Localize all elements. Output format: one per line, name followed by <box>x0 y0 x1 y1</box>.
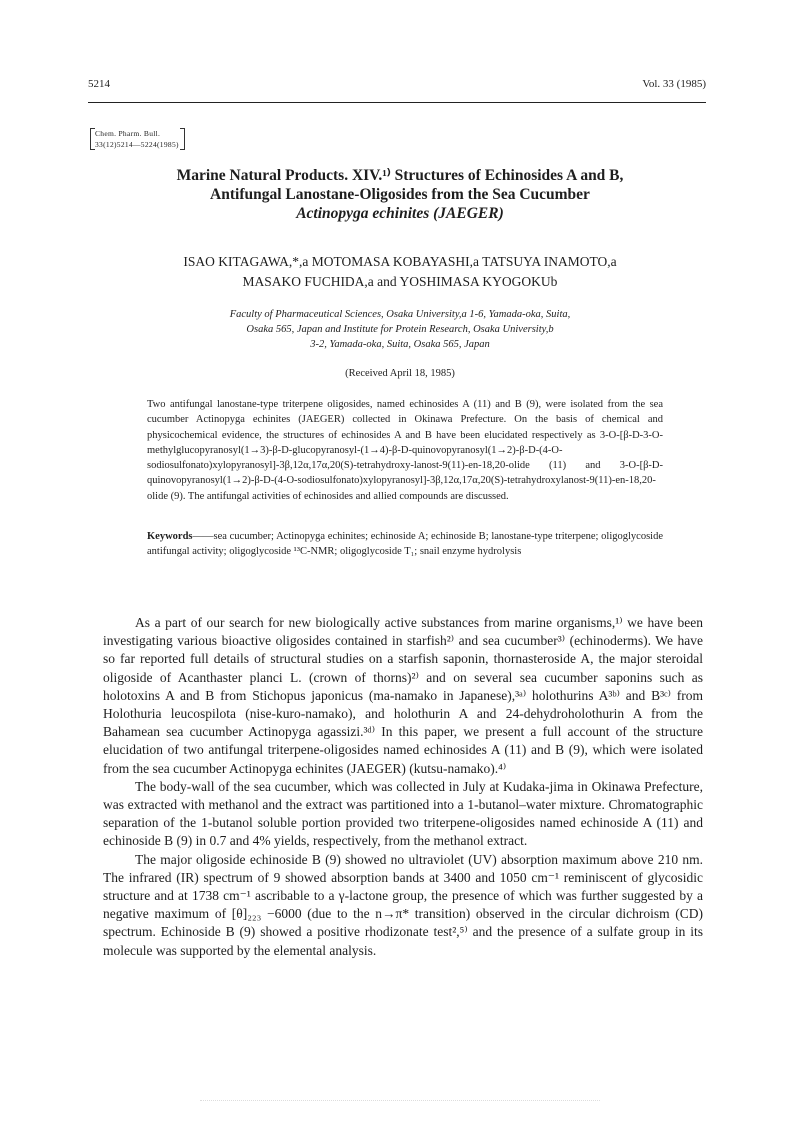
keywords <box>147 529 663 560</box>
journal-pages: 33(12)5214—5224(1985) <box>95 140 179 149</box>
header-rule <box>88 102 706 103</box>
article-title <box>100 166 700 223</box>
page-number: 5214 <box>88 78 110 90</box>
keywords-text: ——sea cucumber; Actinopyga echinites; echinoside A; echinoside B; lanostane-type triterpene; oligoglycoside antifungal activity; oligoglycoside ¹³C-NMR; oligoglycoside T₁; snail enzyme hydrolysis <box>147 531 663 558</box>
journal-reference <box>90 128 185 150</box>
affiliation-line-3: 3-2, Yamada-oka, Suita, Osaka 565, Japan <box>310 339 490 350</box>
keywords-label: Keywords <box>147 531 193 542</box>
body-paragraph-3: The major oligoside echinoside B (9) showed no ultraviolet (UV) absorption maximum above 210 nm. The infrared (IR) spectrum of 9 showed absorption bands at 3400 and 1050 cm⁻¹ reminiscent of glycosidic structure and at 1738 cm⁻¹ ascribable to a γ-lactone group, the presence of which was further suggested by a negative maximum of [θ]₂₂₃ −6000 (due to the n→π* transition) observed in the circular dichroism (CD) spectrum. Echinoside B (9) showed a positive rhodizonate test²,⁵⁾ and the presence of a sulfate group in its molecule was supported by the elemental analysis. <box>103 851 703 958</box>
affiliation-line-2: Osaka 565, Japan and Institute for Protein Research, Osaka University,b <box>246 324 554 335</box>
body-text <box>103 614 703 960</box>
journal-name: Chem. Pharm. Bull. <box>95 129 161 138</box>
volume-label: Vol. 33 (1985) <box>642 78 706 90</box>
running-head <box>88 78 706 90</box>
affiliation-line-1: Faculty of Pharmaceutical Sciences, Osaka University,a 1-6, Yamada-oka, Suita, <box>229 309 571 320</box>
received-date: (Received April 18, 1985) <box>345 368 455 379</box>
title-line-3: Actinopyga echinites (JAEGER) <box>296 205 504 222</box>
page-bottom-rule <box>200 1100 600 1101</box>
title-line-2: Antifungal Lanostane-Oligosides from the Sea Cucumber <box>210 186 590 203</box>
abstract: Two antifungal lanostane-type triterpene oligosides, named echinosides A (11) and B (9), were isolated from the sea cucumber Actinopyga echinites (JAEGER) collected in Okinawa Prefecture. On the basis of chemical and physicochemical evidence, the structures of echinosides A and B have been elucidated respectively as 3-O-[β-D-3-O-methylglucopyranosyl(1→3)-β-D-glucopyranosyl-(1→4)-β-D-quinovopyranosyl(1→2)-β-D-(4-O-sodiosulfonato)xylopyranosyl]-3β,12α,17α,20(S)-tetrahydroxy-lanost-9(11)-en-18,20-olide (11) and 3-O-[β-D-quinovopyranosyl(1→2)-β-D-(4-O-sodiosulfonato)xylopyranosyl]-3β,12α,17α,20(S)-tetrahydroxylanost-9(11)-en-18,20-olide (9). The antifungal activities of echinosides and allied compounds are discussed. <box>147 399 663 502</box>
authors-line-1: ISAO KITAGAWA,*,a MOTOMASA KOBAYASHI,a TATSUYA INAMOTO,a <box>183 254 617 269</box>
body-paragraph-2: The body-wall of the sea cucumber, which was collected in July at Kudaka-jima in Okinawa Prefecture, was extracted with methanol and the extract was partitioned into a 1-butanol–water mixture. Chromatographic separation of the 1-butanol soluble portion provided two triterpene-oligosides named echinoside A (11) and echinoside B (9) in 0.7 and 4% yields, respectively, from the methanol extract. <box>103 778 703 849</box>
title-line-1: Marine Natural Products. XIV.¹⁾ Structures of Echinosides A and B, <box>176 167 624 184</box>
author-list <box>100 252 700 292</box>
body-paragraph-1: As a part of our search for new biologically active substances from marine organisms,¹⁾ we have been investigating various bioactive oligosides contained in starfish²⁾ and sea cucumber³⁾ (echinoderms). We have so far reported full details of structural studies on a starfish saponin, thornasteroside A, the major steroidal oligoside of Acanthaster planci L. (crown of thorns)²⁾ and on several sea cucumber saponins such as holotoxins A and B from Stichopus japonicus (ma-namako in Japanese),³ᵃ⁾ holothurins A³ᵇ⁾ and B³ᶜ⁾ from Holothuria leucospilota (nise-kuro-namako), and holothurin A and 24-dehydroholothurin A from the Bahamean sea cucumber Actinopyga agassizi.³ᵈ⁾ In this paper, we present a full account of the structure elucidation of two antifungal triterpene-oligosides named echinosides A (11) and B (9), which were isolated from the sea cucumber Actinopyga echinites (JAEGER) (kutsu-namako).⁴⁾ <box>103 615 703 776</box>
authors-line-2: MASAKO FUCHIDA,a and YOSHIMASA KYOGOKUb <box>242 274 558 289</box>
affiliation <box>120 307 680 352</box>
